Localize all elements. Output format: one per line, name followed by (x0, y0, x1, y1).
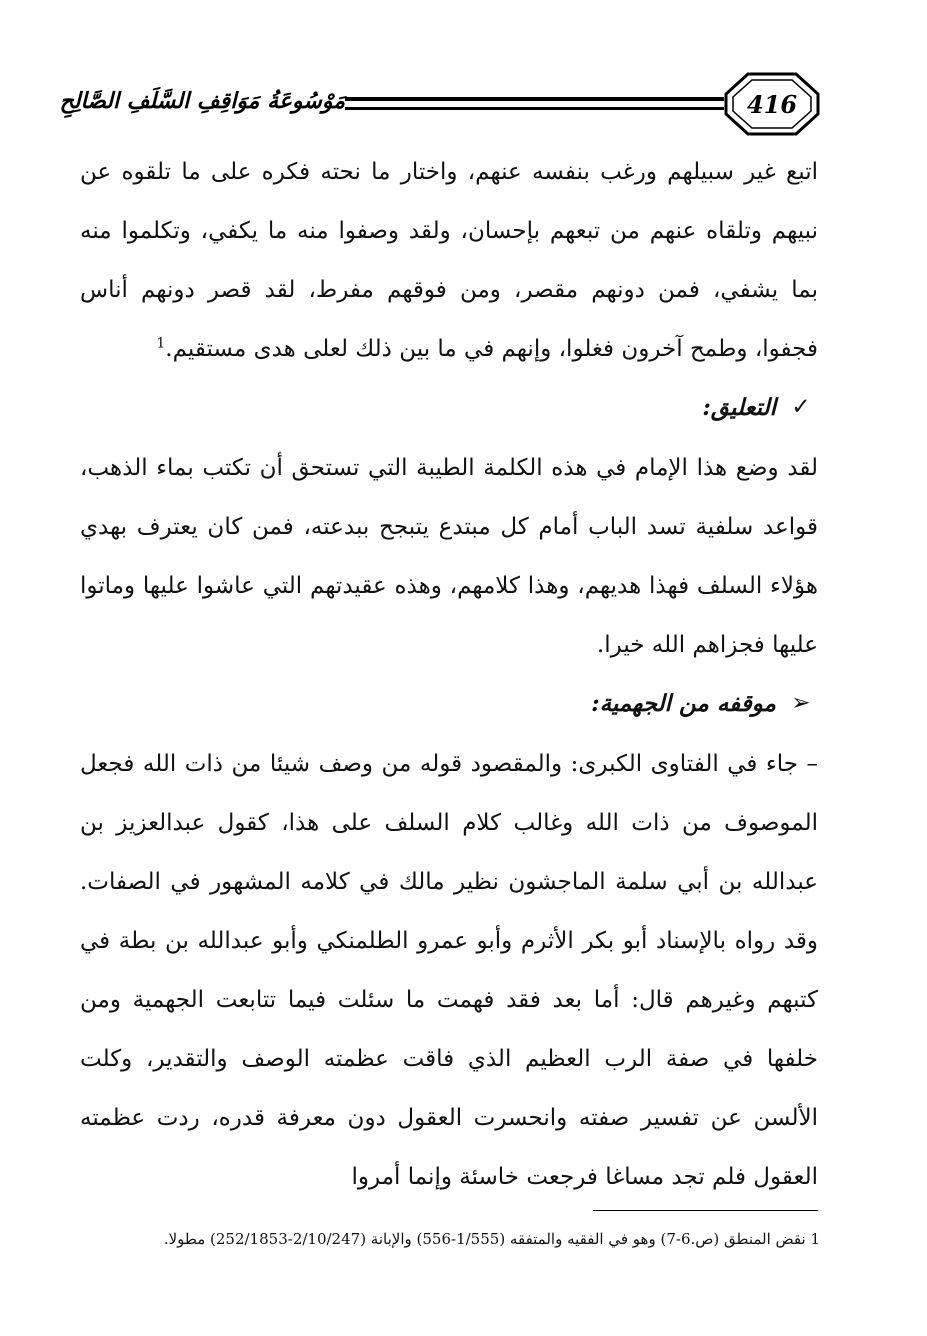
paragraph (80, 735, 818, 1207)
page-number: 416 (746, 90, 798, 119)
header-rule (345, 107, 724, 110)
section-heading (80, 675, 818, 731)
paragraph-text: اتبع غير سبيلهم ورغب بنفسه عنهم، واختار ما نحته فكره على ما تلقوه عن نبيهم وتلقاه عنهم من تبعهم بإحسان، ولقد وصفوا منه ما يكفي، وتكلموا منه بما يشفي، فمن دونهم مقصر، ومن فوقهم مفرط، لقد قصر دونهم أناس فجفوا، وطمح آخرون فغلوا، وإنهم في ما بين ذلك لعلى هدى مستقيم. (80, 159, 819, 362)
footnote (80, 1226, 820, 1252)
arrow-bullet-icon: ➢ (791, 690, 811, 716)
section-heading-text: التعليق: (702, 393, 776, 421)
footnote-number: 1 (810, 1230, 820, 1248)
paragraph-text: لقد وضع هذا الإمام في هذه الكلمة الطيبة التي تستحق أن تكتب بماء الذهب، قواعد سلفية تسد الباب أمام كل مبتدع يتبجح ببدعته، فمن كان يعترف بهدي هؤلاء السلف فهذا هديهم، وهذا كلامهم، وهذه عقيدتهم التي عاشوا عليها وماتوا عليها فجزاهم الله خيرا. (80, 455, 818, 658)
paragraph (80, 439, 818, 675)
page-number-badge (724, 72, 820, 136)
footnote-ref: 1 (156, 335, 166, 352)
section-heading-text: موقفه من الجهمية: (591, 689, 776, 717)
footnote-text: نقض المنطق (ص.6-7) وهو في الفقيه والمتفقه (1/555-556) والإبانة (2/10/247-252/1853) مطولا. (163, 1230, 806, 1248)
header-rule (345, 97, 724, 101)
page-body (80, 143, 818, 1207)
section-heading (80, 379, 818, 435)
footnote-separator (593, 1210, 818, 1211)
page-header (60, 70, 820, 140)
series-title: مَوْسُوعَةُ مَوَاقِفِ السَّلَفِ الصَّالِحِ (59, 88, 345, 114)
paragraph (80, 143, 818, 379)
check-mark-icon: ✓ (791, 394, 811, 420)
paragraph-text: – جاء في الفتاوى الكبرى: والمقصود قوله من وصف شيئا من ذات الله فجعل الموصوف من ذات الله وغالب كلام السلف على هذا، كقول عبدالعزيز بن عبدالله بن أبي سلمة الماجشون نظير مالك في كلامه المشهور في الصفات. وقد رواه بالإسناد أبو بكر الأثرم وأبو عمرو الطلمنكي وأبو عبدالله بن بطة في كتبهم وغيرهم قال: أما بعد فقد فهمت ما سئلت فيما تتابعت الجهمية ومن خلفها في صفة الرب العظيم الذي فاقت عظمته الوصف والتقدير، وكلت الألسن عن تفسير صفته وانحسرت العقول دون معرفة قدره، ردت عظمته العقول فلم تجد مساغا فرجعت خاسئة وإنما أمروا (80, 751, 818, 1190)
